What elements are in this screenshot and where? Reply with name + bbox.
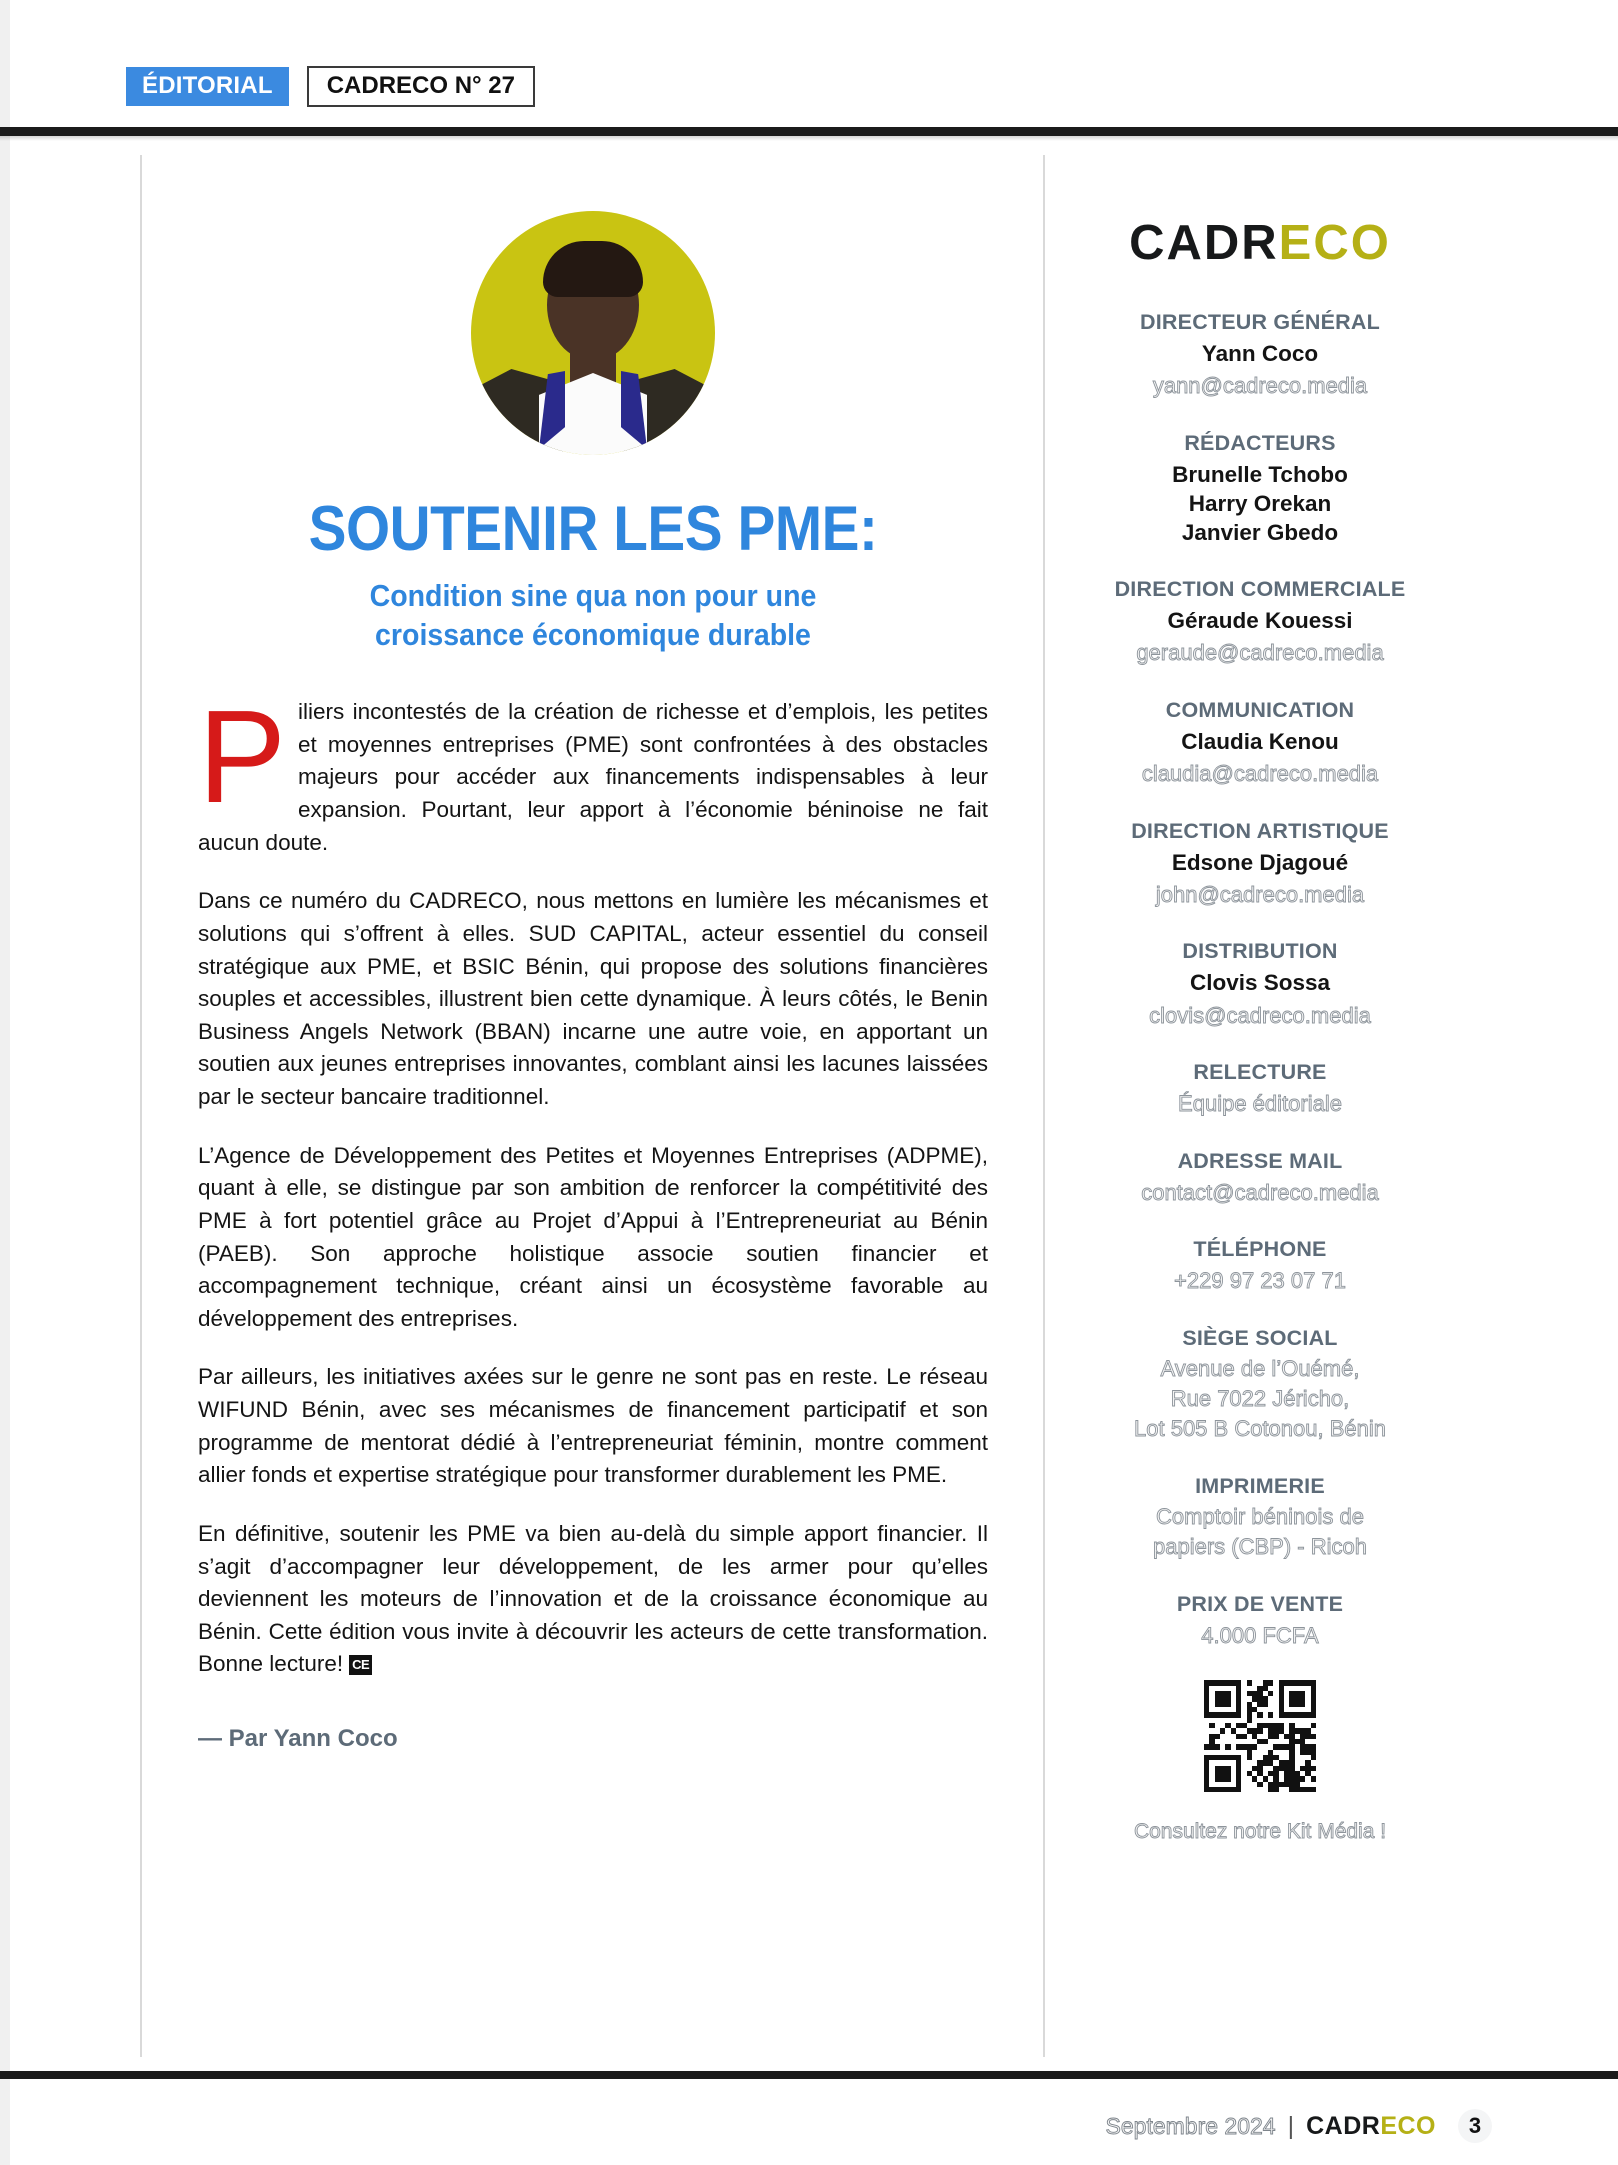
masthead-block-detail: john@cadreco.media [1155,881,1365,907]
article-body [198,683,988,1681]
masthead-block-label: RELECTURE [1193,1060,1327,1085]
editorial-article [198,155,988,1753]
footer-separator: | [1287,2111,1295,2140]
masthead-block-label: ADRESSE MAIL [1177,1148,1343,1173]
masthead-block-detail: contact@cadreco.media [1141,1179,1379,1205]
masthead-block-name: Géraude Kouessi [1167,608,1353,634]
kit-media-caption: Consultez notre Kit Média ! [1133,1820,1387,1844]
masthead-block [1075,1474,1445,1562]
article-title: SOUTENIR LES PME: [308,494,878,564]
masthead-block-detail: Avenue de l’Ouémé, Rue 7022 Jéricho, Lot 505 B Cotonou, Bénin [1134,1356,1386,1441]
masthead-block-name: Brunelle Tchobo Harry Orekan Janvier Gbedo [1172,461,1348,546]
masthead-block-detail: +229 97 23 07 71 [1174,1267,1346,1293]
masthead-block [1075,939,1445,1030]
masthead-block-detail: clovis@cadreco.media [1149,1002,1371,1028]
masthead-block-label: DISTRIBUTION [1182,939,1338,964]
masthead-block [1075,1237,1445,1295]
masthead-block [1075,698,1445,789]
page-number: 3 [1458,2109,1492,2143]
masthead-block-detail: yann@cadreco.media [1152,373,1368,399]
masthead-block-name: Claudia Kenou [1181,728,1339,754]
masthead-credit-list [1075,310,1445,1650]
masthead-block-detail: Comptoir béninois de papiers (CBP) - Ricoh [1153,1504,1367,1560]
masthead-block-label: DIRECTEUR GÉNÉRAL [1140,310,1380,334]
masthead-logo-accent: ECO [1278,216,1391,270]
masthead-block-label: DIRECTION ARTISTIQUE [1131,818,1389,843]
masthead-block-name: Clovis Sossa [1189,970,1331,996]
article-byline: — Par Yann Coco [198,1725,398,1752]
page-footer [1106,2109,1492,2143]
masthead-block [1075,577,1445,668]
qr-code-wrap [1075,1680,1445,1792]
masthead-block-detail: claudia@cadreco.media [1141,761,1379,787]
article-paragraph-last [198,1518,988,1681]
page-body [0,141,1618,2057]
masthead-block [1075,1592,1445,1650]
masthead-block-label: SIÈGE SOCIAL [1182,1325,1338,1350]
footer-rule [0,2071,1618,2079]
masthead-block-name: Yann Coco [1201,340,1319,366]
masthead-sidebar [1075,155,1445,1844]
issue-number-box: CADRECO N° 27 [307,66,535,107]
section-kicker-badge: ÉDITORIAL [126,67,289,106]
column-divider-left [140,155,142,2057]
masthead-block [1075,819,1445,910]
masthead-block-label: RÉDACTEURS [1184,430,1336,455]
footer-logo [1306,2112,1436,2141]
article-paragraph: Piliers incontestés de la création de richesse et d’emplois, les petites et moyennes entreprises (PME) sont confrontées à des obstacles majeurs pour accéder aux financements indispensables à leur expansion. Pourtant, leur apport à l’économie béninoise ne fait aucun doute. [198,683,988,855]
end-mark-icon: CE [349,1655,372,1675]
footer-logo-accent: ECO [1380,2111,1436,2140]
masthead-block [1075,1326,1445,1444]
article-subtitle-line-2: croissance économique durable [375,616,811,652]
page-header [0,60,1618,112]
masthead-logo [1075,216,1445,270]
author-portrait-wrap [198,211,988,455]
masthead-block [1075,310,1445,401]
masthead-block-label: PRIX DE VENTE [1176,1591,1344,1616]
masthead-block [1075,1149,1445,1207]
header-rule [0,127,1618,136]
column-divider-right [1043,155,1045,2057]
masthead-block [1075,431,1445,548]
masthead-block-detail: geraude@cadreco.media [1136,640,1384,666]
article-subtitle-line-1: Condition sine qua non pour une [369,578,817,614]
article-subtitle [230,577,957,654]
footer-date: Septembre 2024 [1105,2112,1276,2139]
article-paragraph-text: En définitive, soutenir les PME va bien au-delà du simple apport financier. Il s’agit d’accompagner leur développement, de les armer pour qu’elles deviennent les moteurs de l’innovation et de la croissance économique au Bénin. Cette édition vous invite à découvrir les acteurs de cette transformation. Bonne lecture! [198,1520,988,1677]
qr-code-icon[interactable] [1204,1680,1316,1792]
author-portrait [471,211,715,455]
masthead-block-label: TÉLÉPHONE [1193,1237,1327,1262]
masthead-block-label: COMMUNICATION [1165,698,1355,723]
masthead-block-detail: Équipe éditoriale [1178,1091,1342,1117]
masthead-logo-dark: CADR [1129,216,1279,270]
masthead-block [1075,1060,1445,1118]
article-paragraph: Par ailleurs, les initiatives axées sur le genre ne sont pas en reste. Le réseau WIFUND Bénin, avec ses mécanismes de financement participatif et son programme de mentorat dédié à l’entrepreneuriat féminin, montre comment allier fonds et expertise stratégique pour transformer durablement les PME. [198,1364,988,1488]
masthead-block-label: IMPRIMERIE [1195,1473,1325,1498]
footer-logo-dark: CADR [1306,2111,1381,2140]
masthead-block-detail: 4.000 FCFA [1201,1622,1319,1648]
masthead-block-label: DIRECTION COMMERCIALE [1114,577,1406,602]
article-paragraph: L’Agence de Développement des Petites et Moyennes Entreprises (ADPME), quant à elle, se distingue par son ambition de renforcer la compétitivité des PME à fort potentiel grâce au Projet d’Appui à l’Entrepreneuriat au Bénin (PAEB). Son approche holistique associe soutien financier et accompagnement technique, créant ainsi un écosystème favorable au développement des entreprises. [198,1142,988,1331]
masthead-block-name: Edsone Djagoué [1171,849,1349,875]
article-paragraph: Dans ce numéro du CADRECO, nous mettons en lumière les mécanismes et solutions qui s’offrent à elles. SUD CAPITAL, acteur essentiel du conseil stratégique aux PME, et BSIC Bénin, qui propose des solutions financières souples et accessibles, illustrent bien cette dynamique. À leurs côtés, le Benin Business Angels Network (BBAN) incarne une autre voie, en apportant un soutien aux jeunes entreprises innovantes, comblant ainsi les lacunes laissées par le secteur bancaire traditionnel. [198,888,988,1109]
